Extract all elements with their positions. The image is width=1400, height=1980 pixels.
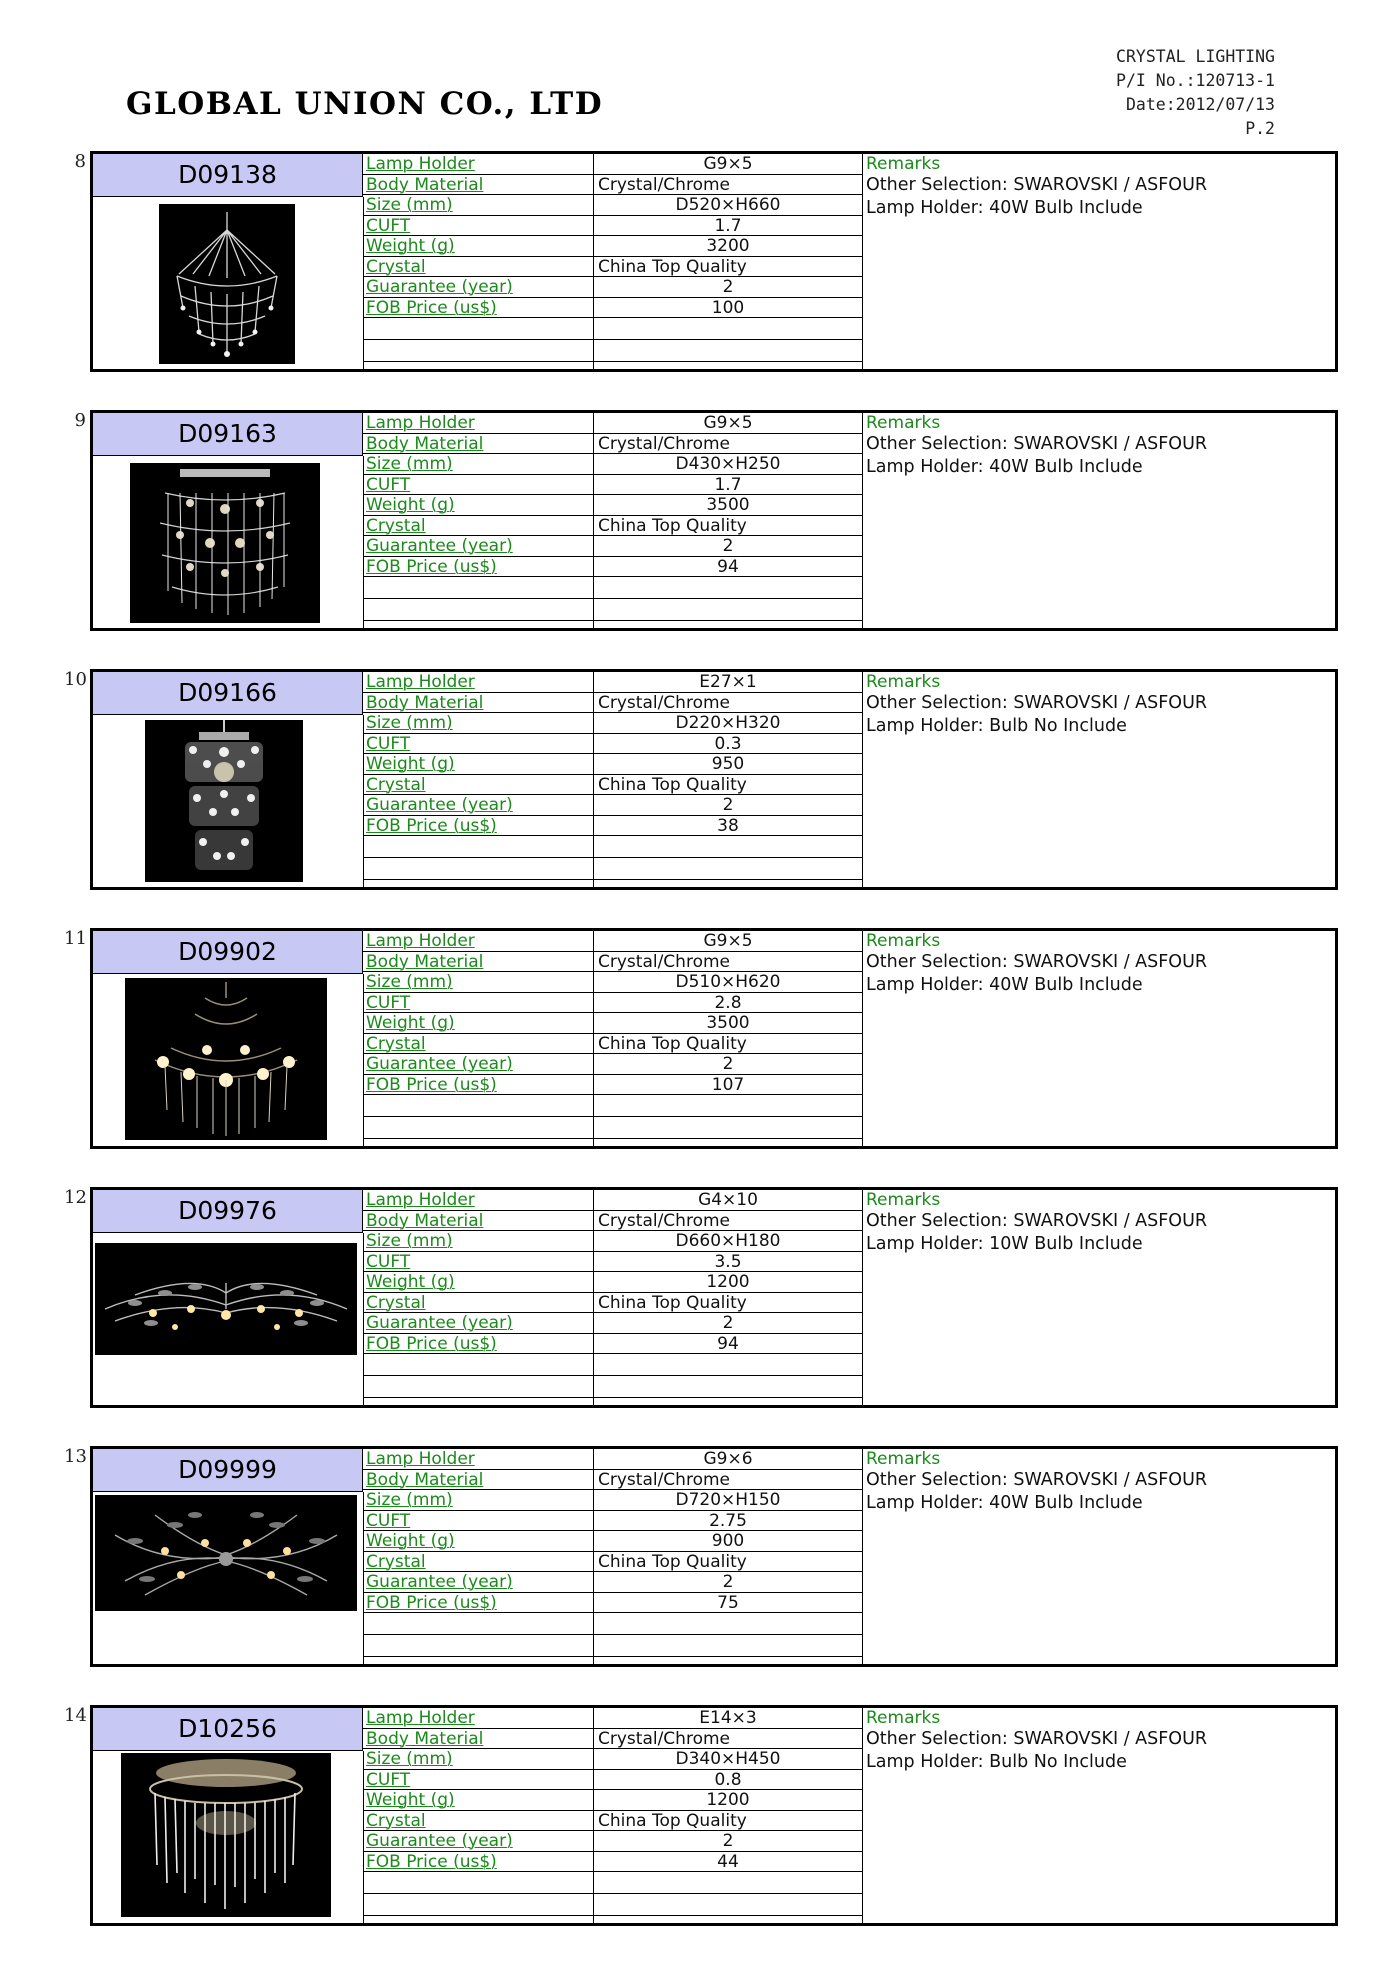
entry-number: 11 (64, 928, 87, 949)
document-info (1116, 45, 1275, 141)
guarantee-value: 2 (594, 1313, 862, 1334)
product-photo (93, 197, 364, 369)
product-entry (74, 151, 1338, 372)
lamp-holder-label: Lamp Holder (363, 413, 593, 434)
chandelier-photo-icon (130, 463, 320, 623)
fob-price-label: FOB Price (us$) (363, 1075, 593, 1096)
empty-cell (363, 340, 593, 362)
product-table (90, 1187, 1338, 1408)
body-material-label: Body Material (363, 952, 593, 973)
product-code: D09976 (93, 1190, 363, 1233)
crystal-value: China Top Quality (594, 1811, 862, 1832)
cuft-value: 3.5 (594, 1252, 862, 1273)
product-entry (74, 410, 1338, 631)
lamp-holder-value: E27×1 (594, 672, 862, 693)
pi-number: P/I No.:120713-1 (1116, 71, 1275, 90)
guarantee-value: 2 (594, 1572, 862, 1593)
chandelier-photo-icon (95, 1495, 357, 1611)
empty-cell (594, 836, 862, 858)
guarantee-label: Guarantee (year) (363, 1313, 593, 1334)
cuft-label: CUFT (363, 1252, 593, 1273)
entry-number: 14 (64, 1705, 87, 1726)
remark-lamp-holder: Lamp Holder: Bulb No Include (866, 716, 1127, 736)
size-label: Size (mm) (363, 713, 593, 734)
remarks-label: Remarks (866, 931, 941, 951)
guarantee-label: Guarantee (year) (363, 1831, 593, 1852)
weight-value: 3500 (594, 1013, 862, 1034)
page-number: P.2 (1245, 119, 1275, 138)
crystal-value: China Top Quality (594, 257, 862, 278)
body-material-label: Body Material (363, 175, 593, 196)
fob-price-value: 38 (594, 816, 862, 837)
size-label: Size (mm) (363, 195, 593, 216)
chandelier-photo-icon (121, 1753, 331, 1917)
product-code: D09166 (93, 672, 363, 715)
company-name: GLOBAL UNION CO., LTD (126, 86, 604, 122)
weight-value: 3200 (594, 236, 862, 257)
empty-cell (363, 1354, 593, 1376)
remark-lamp-holder: Lamp Holder: 40W Bulb Include (866, 1493, 1143, 1513)
empty-cell (363, 836, 593, 858)
cuft-value: 0.3 (594, 734, 862, 755)
category-label: CRYSTAL LIGHTING (1116, 47, 1275, 66)
cuft-value: 1.7 (594, 475, 862, 496)
weight-value: 1200 (594, 1790, 862, 1811)
empty-cell (594, 1613, 862, 1635)
size-value: D520×H660 (594, 195, 862, 216)
product-table (90, 410, 1338, 631)
guarantee-value: 2 (594, 795, 862, 816)
weight-label: Weight (g) (363, 236, 593, 257)
size-label: Size (mm) (363, 972, 593, 993)
crystal-value: China Top Quality (594, 1034, 862, 1055)
remarks-label: Remarks (866, 413, 941, 433)
lamp-holder-label: Lamp Holder (363, 1708, 593, 1729)
remarks-label: Remarks (866, 1449, 941, 1469)
remark-lamp-holder: Lamp Holder: 40W Bulb Include (866, 198, 1143, 218)
empty-cell (363, 577, 593, 599)
crystal-label: Crystal (363, 257, 593, 278)
cuft-label: CUFT (363, 993, 593, 1014)
product-photo (93, 715, 364, 887)
body-material-label: Body Material (363, 1729, 593, 1750)
remark-lamp-holder: Lamp Holder: Bulb No Include (866, 1752, 1127, 1772)
guarantee-value: 2 (594, 1054, 862, 1075)
remarks-cell (863, 413, 1335, 628)
body-material-value: Crystal/Chrome (594, 693, 862, 714)
product-code: D09902 (93, 931, 363, 974)
guarantee-label: Guarantee (year) (363, 277, 593, 298)
lamp-holder-label: Lamp Holder (363, 931, 593, 952)
product-photo (93, 1492, 364, 1664)
crystal-value: China Top Quality (594, 775, 862, 796)
body-material-value: Crystal/Chrome (594, 952, 862, 973)
empty-cell (594, 1354, 862, 1376)
empty-cell (594, 1117, 862, 1139)
guarantee-value: 2 (594, 536, 862, 557)
remark-selection: Other Selection: SWAROVSKI / ASFOUR (866, 1729, 1208, 1749)
weight-label: Weight (g) (363, 1013, 593, 1034)
fob-price-value: 107 (594, 1075, 862, 1096)
product-code: D09999 (93, 1449, 363, 1492)
body-material-label: Body Material (363, 693, 593, 714)
crystal-label: Crystal (363, 1293, 593, 1314)
remark-selection: Other Selection: SWAROVSKI / ASFOUR (866, 175, 1208, 195)
lamp-holder-label: Lamp Holder (363, 1449, 593, 1470)
remarks-cell (863, 154, 1335, 369)
weight-value: 1200 (594, 1272, 862, 1293)
entry-number: 9 (74, 410, 86, 431)
remark-lamp-holder: Lamp Holder: 40W Bulb Include (866, 457, 1143, 477)
size-label: Size (mm) (363, 454, 593, 475)
size-label: Size (mm) (363, 1490, 593, 1511)
remark-selection: Other Selection: SWAROVSKI / ASFOUR (866, 952, 1208, 972)
empty-cell (363, 1095, 593, 1117)
lamp-holder-value: G9×5 (594, 413, 862, 434)
empty-cell (594, 1376, 862, 1398)
crystal-label: Crystal (363, 1811, 593, 1832)
remarks-cell (863, 931, 1335, 1146)
cuft-value: 2.75 (594, 1511, 862, 1532)
product-table (90, 151, 1338, 372)
empty-cell (363, 1872, 593, 1894)
fob-price-value: 75 (594, 1593, 862, 1614)
lamp-holder-label: Lamp Holder (363, 672, 593, 693)
product-table (90, 928, 1338, 1149)
body-material-label: Body Material (363, 1470, 593, 1491)
empty-cell (363, 1376, 593, 1398)
empty-cell (594, 318, 862, 340)
weight-value: 950 (594, 754, 862, 775)
fob-price-value: 44 (594, 1852, 862, 1873)
empty-cell (363, 1613, 593, 1635)
fob-price-label: FOB Price (us$) (363, 1852, 593, 1873)
empty-cell (363, 1117, 593, 1139)
entry-number: 8 (74, 151, 86, 172)
crystal-label: Crystal (363, 1552, 593, 1573)
weight-value: 900 (594, 1531, 862, 1552)
chandelier-photo-icon (95, 1243, 357, 1355)
cuft-label: CUFT (363, 1511, 593, 1532)
lamp-holder-value: G4×10 (594, 1190, 862, 1211)
product-entry (64, 1187, 1338, 1408)
product-photo (93, 456, 364, 628)
body-material-label: Body Material (363, 434, 593, 455)
weight-label: Weight (g) (363, 495, 593, 516)
body-material-value: Crystal/Chrome (594, 434, 862, 455)
crystal-label: Crystal (363, 1034, 593, 1055)
fob-price-value: 100 (594, 298, 862, 319)
product-code: D10256 (93, 1708, 363, 1751)
guarantee-value: 2 (594, 1831, 862, 1852)
remark-lamp-holder: Lamp Holder: 10W Bulb Include (866, 1234, 1143, 1254)
fob-price-value: 94 (594, 1334, 862, 1355)
weight-value: 3500 (594, 495, 862, 516)
body-material-value: Crystal/Chrome (594, 1470, 862, 1491)
crystal-label: Crystal (363, 775, 593, 796)
remark-selection: Other Selection: SWAROVSKI / ASFOUR (866, 693, 1208, 713)
guarantee-label: Guarantee (year) (363, 1572, 593, 1593)
product-table (90, 669, 1338, 890)
cuft-value: 2.8 (594, 993, 862, 1014)
remarks-label: Remarks (866, 154, 941, 174)
document-date: Date:2012/07/13 (1125, 95, 1275, 114)
empty-cell (363, 1894, 593, 1916)
empty-cell (594, 858, 862, 880)
size-label: Size (mm) (363, 1749, 593, 1770)
remark-selection: Other Selection: SWAROVSKI / ASFOUR (866, 434, 1208, 454)
guarantee-label: Guarantee (year) (363, 795, 593, 816)
remark-lamp-holder: Lamp Holder: 40W Bulb Include (866, 975, 1143, 995)
empty-cell (594, 340, 862, 362)
body-material-value: Crystal/Chrome (594, 1729, 862, 1750)
size-value: D340×H450 (594, 1749, 862, 1770)
chandelier-photo-icon (159, 204, 295, 364)
product-photo (93, 1233, 364, 1405)
chandelier-photo-icon (145, 720, 303, 882)
remarks-label: Remarks (866, 1190, 941, 1210)
empty-cell (594, 1095, 862, 1117)
fob-price-label: FOB Price (us$) (363, 1334, 593, 1355)
product-photo (93, 974, 364, 1146)
remarks-label: Remarks (866, 1708, 941, 1728)
empty-cell (594, 599, 862, 621)
product-photo (93, 1751, 364, 1923)
empty-cell (363, 1635, 593, 1657)
weight-label: Weight (g) (363, 1790, 593, 1811)
body-material-label: Body Material (363, 1211, 593, 1232)
guarantee-label: Guarantee (year) (363, 536, 593, 557)
size-value: D720×H150 (594, 1490, 862, 1511)
cuft-label: CUFT (363, 216, 593, 237)
body-material-value: Crystal/Chrome (594, 1211, 862, 1232)
lamp-holder-label: Lamp Holder (363, 154, 593, 175)
empty-cell (594, 1894, 862, 1916)
entry-number: 10 (64, 669, 87, 690)
remarks-cell (863, 672, 1335, 887)
product-table (90, 1446, 1338, 1667)
cuft-label: CUFT (363, 1770, 593, 1791)
product-entry (64, 1705, 1338, 1926)
fob-price-label: FOB Price (us$) (363, 557, 593, 578)
lamp-holder-label: Lamp Holder (363, 1190, 593, 1211)
lamp-holder-value: G9×6 (594, 1449, 862, 1470)
cuft-label: CUFT (363, 475, 593, 496)
entry-number: 13 (64, 1446, 87, 1467)
crystal-label: Crystal (363, 516, 593, 537)
remarks-cell (863, 1190, 1335, 1405)
product-entry (64, 669, 1338, 890)
empty-cell (363, 858, 593, 880)
size-value: D220×H320 (594, 713, 862, 734)
weight-label: Weight (g) (363, 1272, 593, 1293)
crystal-value: China Top Quality (594, 516, 862, 537)
product-code: D09163 (93, 413, 363, 456)
weight-label: Weight (g) (363, 1531, 593, 1552)
size-label: Size (mm) (363, 1231, 593, 1252)
size-value: D430×H250 (594, 454, 862, 475)
remark-selection: Other Selection: SWAROVSKI / ASFOUR (866, 1211, 1208, 1231)
lamp-holder-value: E14×3 (594, 1708, 862, 1729)
crystal-value: China Top Quality (594, 1552, 862, 1573)
empty-cell (363, 318, 593, 340)
remarks-cell (863, 1708, 1335, 1923)
chandelier-photo-icon (125, 978, 327, 1140)
empty-cell (363, 599, 593, 621)
product-table (90, 1705, 1338, 1926)
size-value: D510×H620 (594, 972, 862, 993)
entry-number: 12 (64, 1187, 87, 1208)
cuft-value: 1.7 (594, 216, 862, 237)
cuft-value: 0.8 (594, 1770, 862, 1791)
crystal-value: China Top Quality (594, 1293, 862, 1314)
product-code: D09138 (93, 154, 363, 197)
cuft-label: CUFT (363, 734, 593, 755)
empty-cell (594, 577, 862, 599)
size-value: D660×H180 (594, 1231, 862, 1252)
remark-selection: Other Selection: SWAROVSKI / ASFOUR (866, 1470, 1208, 1490)
lamp-holder-value: G9×5 (594, 154, 862, 175)
fob-price-label: FOB Price (us$) (363, 1593, 593, 1614)
remarks-label: Remarks (866, 672, 941, 692)
empty-cell (594, 1872, 862, 1894)
fob-price-label: FOB Price (us$) (363, 816, 593, 837)
product-entry (64, 928, 1338, 1149)
lamp-holder-value: G9×5 (594, 931, 862, 952)
guarantee-value: 2 (594, 277, 862, 298)
product-entry (64, 1446, 1338, 1667)
guarantee-label: Guarantee (year) (363, 1054, 593, 1075)
fob-price-value: 94 (594, 557, 862, 578)
body-material-value: Crystal/Chrome (594, 175, 862, 196)
remarks-cell (863, 1449, 1335, 1664)
fob-price-label: FOB Price (us$) (363, 298, 593, 319)
empty-cell (594, 1635, 862, 1657)
weight-label: Weight (g) (363, 754, 593, 775)
